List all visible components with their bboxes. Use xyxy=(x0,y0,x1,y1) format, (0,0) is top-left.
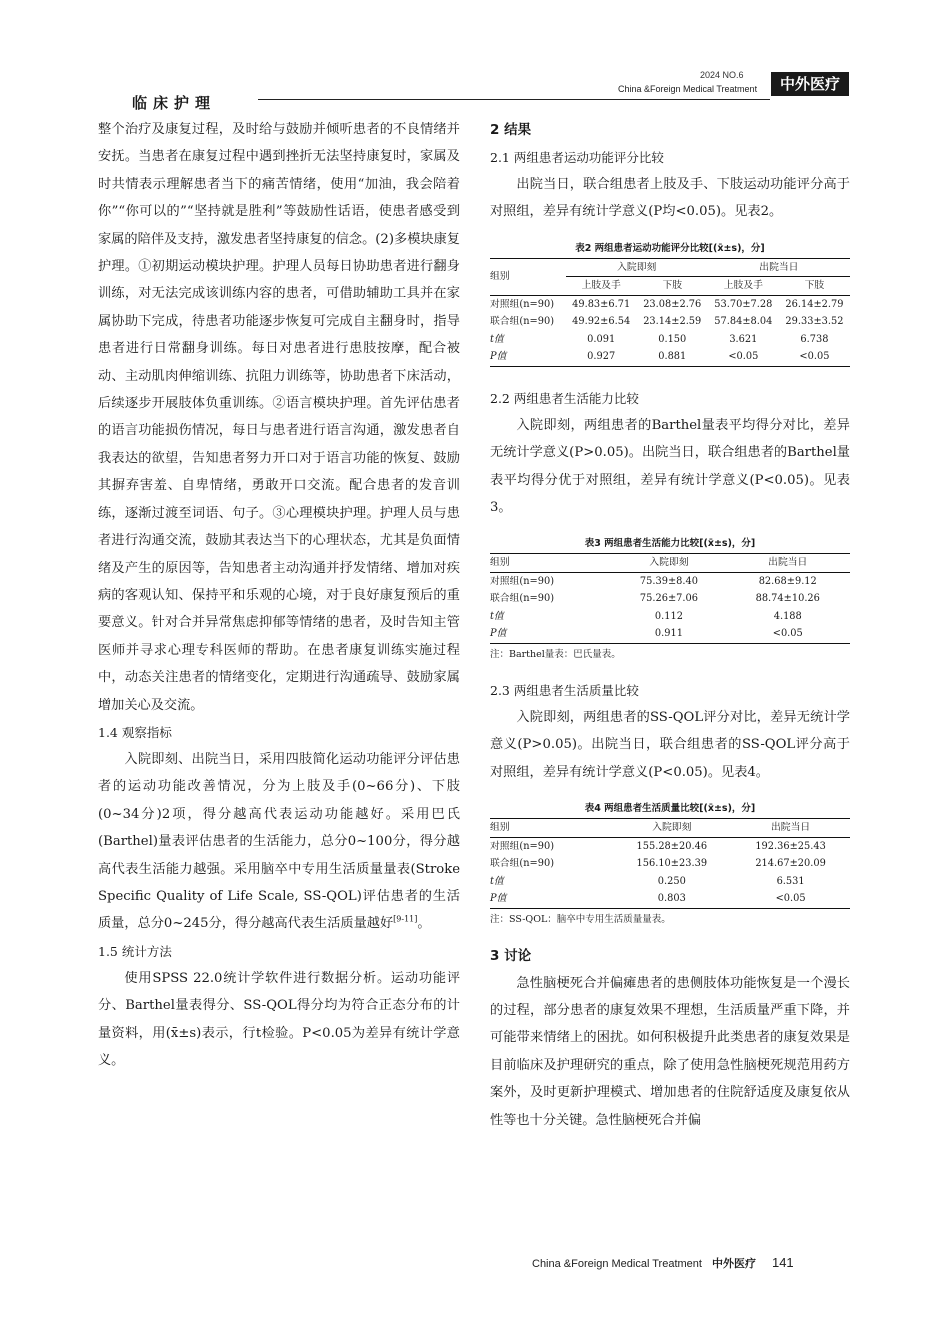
table-cell: <0.05 xyxy=(728,351,759,363)
running-head-section: 临床护理 xyxy=(132,94,217,112)
table2-subheader: 上肢及手 xyxy=(566,277,637,296)
table-row xyxy=(490,331,850,349)
table-cell: 0.112 xyxy=(654,610,683,622)
paragraph-2-2: 入院即刻，两组患者的Barthel量表平均得分对比，差异无统计学意义(P>0.05)。出院当日，联合组患者的Barthel量表平均得分优于对照组，差异有统计学意义(P<0.05)。见表3。 xyxy=(490,417,850,516)
table4-note: 注：SS-QOL：脑卒中专用生活质量量表。 xyxy=(490,913,671,925)
table-cell: 26.14±2.79 xyxy=(785,298,844,310)
paragraph-nursing-continued: 整个治疗及康复过程，及时给与鼓励并倾听患者的不良情绪并安抚。当患者在康复过程中遇到挫折无法坚持康复时，家属及时共情表示理解患者当下的痛苦情绪，使用“加油，我会陪着你”“你可以的”“坚持就是胜利”等鼓励性话语，使患者感受到家属的陪伴及支持，激发患者坚持康复的信念。(2)多模块康复护理。①初期运动模块护理。护理人员每日协助患者进行翻身训练，对无法完成该训练内容的患者，可借助辅助工具并在家属协助下完成，待患者功能逐步恢复可完成自主翻身时，指导患者进行日常翻身训练。每日对患者进行患肢按摩，配合被动、主动肌肉伸缩训练、抗阻力训练等，协助患者下床活动，后续逐步开展肢体负重训练。②语言模块护理。首先评估患者的语言功能损伤情况，每日与患者进行语言沟通，激发患者自我表达的欲望，告知患者努力开口对于语言功能的恢复、鼓励其摒弃害羞、自卑情绪，勇敢开口交流。配合患者的发音训练，逐渐过渡至词语、句子。③心理模块护理。护理人员与患者进行沟通交流，鼓励其表达当下的心理状态，尤其是负面情绪及产生的原因等，告知患者主动沟通并抒发情绪、增加对疾病的客观认知、保持平和乐观的心境，对于良好康复预后的重要意义。针对合并异常焦虑抑郁等情绪的患者，及时告知主管医师并寻求心理专科医师的帮助。在患者康复训练实施过程中，动态关注患者的情绪变化，定期进行沟通疏导、鼓励家属增加关心及交流。 xyxy=(98,122,460,713)
table-cell: 0.927 xyxy=(587,351,616,363)
table-row xyxy=(490,572,850,590)
table-cell: 75.26±7.06 xyxy=(639,593,698,605)
table-row xyxy=(490,295,850,313)
table-cell: 3.621 xyxy=(729,333,758,345)
table-cell: 对照组(n=90) xyxy=(490,575,555,587)
table-cell: P值 xyxy=(490,628,507,640)
table-cell: 0.911 xyxy=(654,628,683,640)
heading-2-3: 2.3 两组患者生活质量比较 xyxy=(490,682,639,698)
page-footer xyxy=(532,1255,794,1271)
table-cell: 23.14±2.59 xyxy=(643,316,702,328)
table-cell: 0.150 xyxy=(658,333,687,345)
table-cell: <0.05 xyxy=(799,351,830,363)
footer-journal-cn: 中外医疗 xyxy=(711,1257,756,1270)
citation-ref: [9-11] xyxy=(393,914,418,924)
table-cell: 0.091 xyxy=(587,333,616,345)
paragraph-discussion: 急性脑梗死合并偏瘫患者的患侧肢体功能恢复是一个漫长的过程，部分患者的康复效果不理想，生活质量严重下降，并可能带来情绪上的困扰。如何积极提升此类患者的康复效果是目前临床及护理研究的重点，除了使用急性脑梗死规范用药方案外，及时更新护理模式、增加患者的住院舒适度及康复依从性等也十分关键。急性脑梗死合并偏 xyxy=(490,975,850,1128)
table-row xyxy=(490,590,850,608)
paragraph-statistics: 使用SPSS 22.0统计学软件进行数据分析。运动功能评分、Barthel量表得分、SS-QOL得分均为符合正态分布的计量资料，用(x̄±s)表示，行t检验。P<0.05为差异有统计学意义。 xyxy=(98,970,460,1068)
table3-note: 注：Barthel量表：巴氏量表。 xyxy=(490,648,621,660)
table-cell: t值 xyxy=(490,610,504,622)
table-cell: 联合组(n=90) xyxy=(490,593,555,605)
heading-2-1: 2.1 两组患者运动功能评分比较 xyxy=(490,150,664,165)
table-cell: P值 xyxy=(490,351,507,363)
table-cell: 4.188 xyxy=(773,610,802,622)
table-cell: 29.33±3.52 xyxy=(785,316,844,328)
table-cell: 联合组(n=90) xyxy=(490,858,555,870)
table-cell: 23.08±2.76 xyxy=(643,298,702,310)
header-journal-en: China &Foreign Medical Treatment xyxy=(618,84,758,94)
table-cell: P值 xyxy=(490,893,507,905)
table-cell: <0.05 xyxy=(775,893,806,905)
table-cell: 0.803 xyxy=(657,893,686,905)
table-cell: 6.531 xyxy=(776,875,805,887)
paragraph-2-1: 出院当日，联合组患者上肢及手、下肢运动功能评分高于对照组，差异有统计学意义(P均<0.05)。见表2。 xyxy=(490,177,850,220)
table4-caption: 表4 两组患者生活质量比较[(x̄±s)，分] xyxy=(584,803,756,815)
heading-2-2: 2.2 两组患者生活能力比较 xyxy=(490,390,639,406)
table-cell: t值 xyxy=(490,875,504,887)
table-cell: t值 xyxy=(490,333,504,345)
table-row xyxy=(490,625,850,643)
header-rule xyxy=(258,99,770,100)
table3 xyxy=(490,553,850,644)
table-cell: 对照组(n=90) xyxy=(490,298,555,310)
paragraph-indicators-end: 。 xyxy=(417,916,431,932)
paragraph-2-3: 入院即刻，两组患者的SS-QOL评分对比，差异无统计学意义(P>0.05)。出院当日，联合组患者的SS-QOL评分高于对照组，差异有统计学意义(P<0.05)。见表4。 xyxy=(490,709,850,780)
table-row xyxy=(490,855,850,873)
paragraph-indicators xyxy=(98,746,460,938)
table3-header: 入院即刻 xyxy=(612,554,725,573)
table-cell: 75.39±8.40 xyxy=(639,575,698,587)
table4-header: 组别 xyxy=(490,819,612,838)
table-cell: 214.67±20.09 xyxy=(755,858,826,870)
table-cell: 联合组(n=90) xyxy=(490,316,555,328)
heading-1-4: 1.4 观察指标 xyxy=(98,724,172,740)
page-number: 141 xyxy=(771,1255,794,1270)
table-cell: 88.74±10.26 xyxy=(755,593,820,605)
table2-header-discharge: 出院当日 xyxy=(708,258,850,277)
table3-header: 组别 xyxy=(490,554,612,573)
right-column xyxy=(490,116,850,1134)
table-cell: <0.05 xyxy=(772,628,803,640)
header-journal-logo: 中外医疗 xyxy=(771,72,849,96)
table2-subheader: 下肢 xyxy=(637,277,708,296)
heading-3-discussion: 3 讨论 xyxy=(490,947,532,964)
table-cell: 82.68±9.12 xyxy=(758,575,817,587)
footer-journal-en: China &Foreign Medical Treatment xyxy=(532,1258,702,1270)
table-row xyxy=(490,837,850,855)
table2-caption: 表2 两组患者运动功能评分比较[(x̄±s)，分] xyxy=(575,242,765,254)
table2-subheader: 上肢及手 xyxy=(708,277,779,296)
table4-header: 出院当日 xyxy=(731,819,850,838)
heading-2-results: 2 结果 xyxy=(490,122,532,138)
table2-header-group: 组别 xyxy=(490,258,566,295)
table4-header: 入院即刻 xyxy=(612,819,731,838)
table2-subheader: 下肢 xyxy=(779,277,850,296)
table2-header-admit: 入院即刻 xyxy=(566,258,708,277)
table3-header: 出院当日 xyxy=(726,554,851,573)
table-cell: 49.92±6.54 xyxy=(572,316,631,328)
table-cell: 53.70±7.28 xyxy=(714,298,773,310)
table-cell: 156.10±23.39 xyxy=(636,858,708,870)
table-cell: 0.250 xyxy=(657,875,686,887)
paragraph-indicators-text: 入院即刻、出院当日，采用四肢简化运动功能评分评估患者的运动功能改善情况，分为上肢及手(0~66分)、下肢(0~34分)2项，得分越高代表运动功能越好。采用巴氏(Barthel)量表评估患者的生活能力，总分0~100分，得分越高代表生活能力越强。采用脑卒中专用生活质量量表(Stroke Specific Quality of Life Scale, SS-QOL)评估患者的生活质量，总分0~245分，得分越高代表生活质量越好 xyxy=(98,751,460,932)
table4 xyxy=(490,818,850,909)
table-row xyxy=(490,873,850,891)
table-row xyxy=(490,890,850,908)
table-cell: 0.881 xyxy=(658,351,687,363)
table-cell: 49.83±6.71 xyxy=(572,298,631,310)
table3-caption: 表3 两组患者生活能力比较[(x̄±s)，分] xyxy=(584,538,756,550)
left-column xyxy=(98,116,460,1074)
table-cell: 57.84±8.04 xyxy=(714,316,773,328)
table-cell: 对照组(n=90) xyxy=(490,840,555,852)
table-cell: 6.738 xyxy=(800,333,829,345)
table-row xyxy=(490,313,850,331)
header-year-issue: 2024 NO.6 xyxy=(700,70,744,80)
table-cell: 155.28±20.46 xyxy=(636,840,708,852)
heading-1-5: 1.5 统计方法 xyxy=(98,943,172,959)
table-row xyxy=(490,608,850,626)
table-cell: 192.36±25.43 xyxy=(755,840,826,852)
table-row xyxy=(490,348,850,366)
table2 xyxy=(490,258,850,367)
